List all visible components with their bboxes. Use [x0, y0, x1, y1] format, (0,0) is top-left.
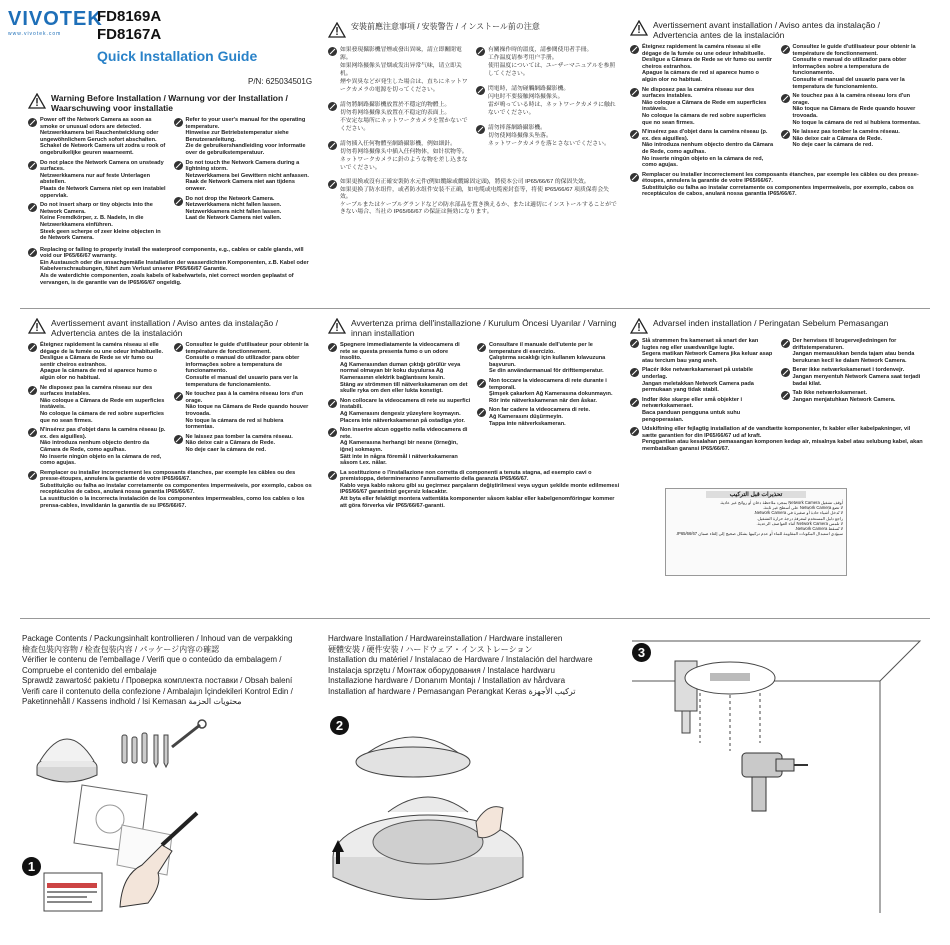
warning-item: N'insérez pas d'objet dans la caméra réseau (p. ex. des aiguilles). Não introduza nenhum objecto dentro da Câmara de Rede, como agulhas. No inserte ningún objeto en la cámara de red, como agujas. [642, 129, 774, 169]
prohibit-icon [28, 428, 37, 437]
prohibit-icon [630, 45, 639, 54]
warning-triangle-icon [328, 22, 346, 38]
drill-illustration [742, 753, 808, 811]
warning-col-left [328, 46, 470, 175]
prohibit-icon [174, 118, 183, 127]
arabic-item: راجع دليل المستخدم لمعرفة درجة حرارة التشغيل. [756, 515, 843, 521]
warning-col-right [781, 338, 926, 426]
warning-item: Do not touch the Network Camera during a lightning storm. Netzwerkkamera bei Gewittern nicht anfassen. Raak de Network Camera niet aan tijdens onweer. [185, 159, 309, 192]
warning-triangle-icon [28, 93, 46, 109]
warning-item: Éteignez rapidement la caméra réseau si elle dégage de la fumée ou une odeur inhabituelle. Desligue a Câmara de Rede se vir fumo ou sentir cheiros estranhos. Apague la cámara de red si aparece humo o algún olor no habitual. [40, 342, 164, 381]
warning-item: Do not drop the Network Camera. Netzwerkkamera nicht fallen lassen. Netzwerkkamera nicht fallen lassen. Laat de Network Camera niet vallen. [185, 195, 282, 222]
prohibit-icon [630, 398, 639, 407]
prohibit-icon [28, 203, 37, 212]
prohibit-icon [328, 141, 337, 150]
warning-col-left [630, 44, 775, 172]
warranty-note: Remplacer ou installer incorrectement les composants étanches, par exemple les câbles ou des presse-étoupes, annulera la garantie de votre IP65/66/67. Substituição ou falha ao instalar corretamente os componentes impermeáveis, por exemplo, cabos os receptáculos de cabos, anulará nossa garantia IP65/66/67. La sustitución o la incorrecta instalación de los componentes impermeables, como los cables o los prensa-cables, invalidarán la garantía de su IP65/66/67. [40, 469, 312, 509]
prohibit-icon [781, 339, 790, 348]
prohibit-icon [477, 343, 486, 352]
arabic-item: لا تلمس Network Camera أثناء العواصف الرعدية. [756, 520, 843, 526]
warning-col-left [28, 342, 168, 470]
brand-logo [8, 8, 103, 37]
label-card-illustration [44, 873, 102, 911]
warning-panel-fr-pt-es [630, 20, 925, 260]
dome-cover-illustration [356, 737, 470, 777]
warning-item: 閃電時，請勿碰觸網路攝影機。 闪电时不要接触网络摄像头。 雷が鳴っている時は、ネットワークカメラに触れないでください。 [488, 86, 616, 116]
prohibit-icon [328, 102, 337, 111]
prohibit-icon [476, 125, 485, 134]
warning-triangle-icon [630, 20, 648, 36]
warning-panel-fr-pt-es-2 [28, 318, 313, 538]
warning-item: Non collocare la videocamera di rete su superfici instabili. Ağ Kamerasını dengesiz yüzeylere koymayın. Placera inte nätverkskameran på ostadiga ytor. [340, 397, 471, 424]
warning-item: 請勿摔落網路攝影機。 切勿使网络摄像头坠落。 ネットワークカメラを落とさないでください。 [488, 125, 610, 147]
section-divider [20, 308, 930, 309]
prohibit-icon [328, 47, 337, 56]
warning-item: 有關操作時的溫度，請參閱使用者手冊。 工作温度请参考用户手册。 使用温度については、ユーザーマニュアルを参照してください。 [488, 47, 616, 77]
hardware-install-title: Hardware Installation / Hardwareinstallation / Hardware installeren 硬體安裝 / 硬件安装 / ハードウェア・インストレーション Installation du matériel / Instalacao de Hardware / Instalación del hardware Instalacja sprzętu / Монтаж оборудования / Instalace hardwaru Installazione hardware / Donanım Montajı / Installation av hårdvara Installation af hardware / Pemasangan Perangkat Keras تركيب الأجهزة [328, 634, 593, 696]
prohibit-icon [28, 161, 37, 170]
warning-item: Ne touchez pas à la caméra réseau lors d'un orage. Não toque na Câmara de Rede quando houver trovoada. No toque la cámara de red si hubiera tormentas. [185, 391, 309, 431]
warning-item: Ne laissez pas tomber la caméra réseau. Não deixe cair a Câmara de Rede. No deje caer la cámara de red. [792, 129, 900, 149]
prohibit-icon [174, 343, 183, 352]
warning-item: N'insérez pas d'objet dans la caméra réseau (p. ex. des aiguilles). Não introduza nenhum objecto dentro da Câmara de Rede, como agulhas. No inserte ningún objeto en la cámara de red, como agujas. [40, 427, 166, 467]
screws-illustration [122, 733, 168, 767]
prohibit-icon [328, 399, 337, 408]
anchor-dashes [700, 693, 760, 751]
arabic-item: لا تُسقط Network Camera. [794, 526, 843, 532]
warning-title: Avvertenza prima dell'installazione / Kurulum Öncesi Uyarılar / Varning innan installation [351, 318, 617, 338]
warning-item: Indfør ikke skarpe eller små objekter i netværkskameraet. Baca panduan pengguna untuk suhu pengoperasian. [642, 396, 743, 423]
prohibit-icon [328, 180, 337, 189]
warning-col-right [174, 117, 314, 245]
warning-col-right [781, 44, 926, 172]
step-number-3: 3 [632, 643, 651, 662]
dome-camera-illustration [37, 739, 97, 782]
prohibit-icon [28, 343, 37, 352]
warning-item: Spegnere immediatamente la videocamera di rete se questa presenta fumo o un odore insolito. Ağ Kamerasından duman çıktığı görülür veya normal olmayan bir koku duyulursa Ağ Kamerasının elektrik bağlantısını kesin. Stäng av strömmen till nätverkskameran om det skulle ryka om den eller lukta konstigt. [340, 342, 468, 395]
warning-col-left [630, 338, 775, 426]
warning-item: Éteignez rapidement la caméra réseau si elle dégage de la fumée ou une odeur inhabituelle. Desligue a Câmara de Rede se vir fumo ou sentir cheiros estranhos. Apague la cámara de red si aparece humo o algún olor no habitual. [642, 44, 772, 83]
step-number-2: 2 [330, 716, 349, 735]
prohibit-icon [174, 435, 183, 444]
warning-item: Power off the Network Camera as soon as smoke or unusual odors are detected. Netzwerkkamera bei Rauchentwicklung oder ungewöhnlichem Geruch sofort abschalten. Schakel de Network Camera uit zodra u rook of ongebruikelijke geuren waarneemt. [40, 117, 166, 156]
hardware-install-drawing [328, 712, 628, 922]
prohibit-icon [174, 392, 183, 401]
warning-item: Non inserire alcun oggetto nella videocamera di rete. Ağ Kamerasına herhangi bir nesne (örneğin, iğne) sokmayın. Sätt inte in några föremål i nätverkskameran såsom t.ex. nålar. [340, 427, 468, 467]
warning-panel-cjk [328, 22, 618, 302]
arabic-item: لا تضع Network Camera على أسطح غير ثابتة. [762, 505, 843, 511]
prohibit-icon [28, 248, 37, 257]
arabic-item: سيؤدي استبدال المكونات المقاومة للماء أو عدم تركيبها بشكل صحيح إلى إلغاء ضمان IP65/66/67. [675, 531, 843, 537]
alignment-sticker-illustration [685, 662, 775, 694]
prohibit-icon [174, 197, 183, 206]
prohibit-icon [630, 88, 639, 97]
prohibit-icon [476, 86, 485, 95]
warning-item: 如果發現攝影機冒煙或發出異味，請立即關閉電源。 如果网络摄像头冒烟或发出异常气味，请立即关机。 煙や異臭などが発生した場合は、直ちにネットワークカメラの電源を切ってください。 [340, 47, 468, 93]
model-1: FD8169A [97, 8, 162, 25]
prohibit-icon [630, 339, 639, 348]
warranty-note: Remplacer ou installer incorrectement les composants étanches, par exemple les câbles ou des presse-étoupes, annulera la garantie de votre IP65/66/67. Substituição ou falha ao instalar corretamente os componentes impermeáveis, por exemplo, cabos os receptáculos de cabos, anulará nossa garantia IP65/66/67. [642, 171, 919, 198]
warning-triangle-icon [328, 318, 346, 334]
warning-item: Tab ikke netværkskameraet. Jangan menjatuhkan Network Camera. [792, 390, 896, 403]
step-number-1: 1 [22, 857, 41, 876]
model-2: FD8167A [97, 26, 162, 43]
warranty-note: 如果更換或沒有正確安裝防水元件(例如纜線或纜線固定頭)，將使本公司 IP65/66/67 的保固失效。 如果更换了防水组件，或者防水组件安装不正确，如电缆或电缆密封套等，将使 IP65/66/67 项质保将会失效。 ケーブルまたはケーブルグランドなどの防水部品を置き換えるか、または適切にインストールすることができない場合、当社の IP65/66/67 の保証は無効になります。 [340, 179, 617, 216]
prohibit-icon [28, 118, 37, 127]
arabic-warning-title: تحذيرات قبل التركيب [706, 491, 806, 498]
prohibit-icon [630, 173, 639, 182]
prohibit-icon [174, 161, 183, 170]
warranty-note: La sostituzione o l'installazione non corretta di componenti a tenuta stagna, ad esempio cavi o premistoppa, determineranno l'annullamento della garanzia IP65/66/67. Kablo veya kablo rakoru gibi su geçirmez parçaların değiştirilmesi veya uygun şekilde monte edilmemesi IP65/66/67 garantinizi geçersiz kılacaktır. Att byta eller felaktigt montera vattentäta komponenter såsom kablar eller kabelgenomföringar kommer att göra förverka vår IP65/66/67-garanti. [340, 469, 620, 509]
package-contents-drawing [22, 715, 322, 915]
warning-item: Do not insert sharp or tiny objects into the Network Camera. Keine Fremdkörper, z. B. Nadeln, in die Netzwerkkamera einführen. Steek geen scherpe of zeer kleine objecten in de Network Camera. [40, 202, 161, 242]
warning-col-left [28, 117, 168, 245]
wrench-illustration [172, 720, 206, 747]
warning-panel-da-id [630, 318, 925, 488]
section-divider [20, 618, 930, 619]
prohibit-icon [630, 130, 639, 139]
prohibit-icon [328, 471, 337, 480]
prohibit-icon [328, 428, 337, 437]
warning-item: Consultez le guide d'utilisateur pour obtenir la température de fonctionnement. Consulte o manual do utilizador para obter informações sobre a temperatura de funcionamento. Consulte el manual del usuario para ver la temperatura de funcionamiento. [792, 44, 916, 90]
prohibit-icon [630, 427, 639, 436]
warning-item: Ne laissez pas tomber la caméra réseau. Não deixe cair a Câmara de Rede. No deje caer la cámara de red. [185, 433, 293, 453]
warning-col-left [328, 342, 471, 470]
warning-panel-en-de-nl [28, 93, 313, 298]
prohibit-icon [476, 47, 485, 56]
prohibit-icon [781, 130, 790, 139]
model-block [97, 8, 257, 64]
prohibit-icon [28, 386, 37, 395]
warning-title: Advarsel inden installation / Peringatan Sebelum Pemasangan [653, 318, 889, 328]
warning-col-right [477, 342, 620, 470]
warning-panel-it-tr-sv [328, 318, 620, 528]
warning-triangle-icon [630, 318, 648, 334]
brand-url: www.vivotek.com [8, 31, 62, 37]
warning-item: 請勿插入任何物體至網路攝影機，例如細針。 切勿将网络摄像头中插入任何物体，如针状物等。 ネットワークカメラに針のような物を差し込まないでください。 [340, 141, 468, 171]
prohibit-icon [781, 45, 790, 54]
prohibit-icon [477, 379, 486, 388]
warning-title: Avertissement avant installation / Aviso antes da instalação / Advertencia antes de la instalación [51, 318, 278, 338]
warranty-note: Replacing or failing to properly install the waterproof components, e.g., cables or cable glands, will void our IP65/66/67 warranty. Ein Austausch oder die unsachgemäße Installation der wasserdichten Komponenten, z.B. Kabel oder Kabelverschraubungen, führt zum Verlust unserer IP65/66/67 Garantie. Als de waterdichte componenten, zoals kabels of kabelwartels, niet correct worden geplaatst of vervangen, is de garantie van de IP65/66/67 ongeldig. [40, 246, 309, 286]
warning-item: Non toccare la videocamera di rete durante i temporali. Şimşek çakarken Ağ Kamerasına dokunmayın. Rör inte nätverkskameran när den åskar. [489, 377, 613, 404]
warning-col-right [476, 46, 618, 175]
prohibit-icon [28, 471, 37, 480]
warning-item: Ne disposez pas la caméra réseau sur des surfaces instables. Não coloque a Câmara de Rede em superficies instáveis. No coloque la cámara de red sobre superficies que no sean firmes. [40, 384, 165, 424]
warning-item: Ne disposez pas la caméra réseau sur des surfaces instables. Não coloque a Câmara de Rede em superficies instáveis. No coloque la cámara de red sobre superficies que no sean firmes. [642, 86, 767, 126]
warning-item: Placér ikke netværkskameraet på ustabile underlag. Jangan meletakkan Network Camera pada permukaan yang tidak stabil. [642, 367, 754, 394]
prohibit-icon [781, 391, 790, 400]
warning-item: Non far cadere la videocamera di rete. Ağ Kamerasını düşürmeyin. Tappa inte nätverkskameran. [489, 407, 591, 427]
part-number: P/N: 625034501G [248, 77, 313, 86]
warranty-note: Udskiftning eller fejlagtig installation af de vandtætte komponenter, fx kabler eller kabelpakninger, vil sætte garantien for din IP65/66/67 ud af kraft. Penggantian atau kesalahan pemasangan komponen kedap air, misalnya kabel atau selubung kabel, akan membatalkan garansi IP65/66/67. [642, 426, 923, 452]
arabic-warning-box [665, 488, 847, 576]
warning-title: Avertissement avant installation / Aviso antes da instalação / Advertencia antes de la instalación [653, 20, 880, 40]
arabic-item: لا تُدخل أشياء حادة أو صغيرة في Network Camera. [753, 510, 843, 516]
prohibit-icon [781, 94, 790, 103]
prohibit-icon [477, 408, 486, 417]
warning-col-right [174, 342, 314, 470]
warning-item: Berør ikke netværkskameraet i tordenvejr. Jangan menyentuh Network Camera saat terjadi badai kilat. [792, 367, 921, 387]
warning-item: 請勿將網路攝影機放置於不穩定的物體上。 切勿将网络摄像头放置在不稳定的表面上。 不安定な場所にネットワークカメラを置かないでください。 [340, 102, 468, 132]
prohibit-icon [781, 368, 790, 377]
package-contents-title: Package Contents / Packungsinhalt kontrollieren / Inhoud van de verpakking 檢查包裝內容物 / 检查包装内容 / パッケージ内容の確認 Vérifier le contenu de l'emballage / Verifi que o conteúdo da embalagem / Compruebe el contenido del embalaje Sprawdź zawartość pakietu / Проверка комплекта поставки / Obsah balení Verifi care il contenuto della confezione / Ambalajın İçindekileri Kontrol Edin / Paketinnehåll / Kassens indhold / Isi Kemasan محتويات الحزمة [22, 634, 293, 706]
brand-name: VIVOTEK [8, 8, 103, 30]
warning-item: Slå strømmen fra kameraet så snart der kan lugtes røg eller usædvanlige lugte. Segera matikan Network Camera jika keluar asap atau tercium bau yang aneh. [642, 338, 773, 364]
ceiling-mount-drawing [630, 633, 930, 918]
warning-title: Warning Before Installation / Warnung vor der Installation / Waarschuwing voor installatie [51, 93, 288, 113]
warning-title: 安裝前應注意事項 / 安装警告 / インストール前の注意 [351, 22, 540, 31]
guide-title: Quick Installation Guide [97, 48, 258, 64]
warning-item: Refer to your user's manual for the operating temperature. Hinweise zur Betriebstemperatur siehe Benutzeranleitung. Zie de gebruikershandleiding voor informatie over de gebruikstemperatuur. [185, 117, 306, 156]
arabic-item: أوقف تشغيل Network Camera بمجرد ملاحظة دخان أو روائح غير عادية. [719, 500, 843, 505]
prohibit-icon [328, 343, 337, 352]
warning-triangle-icon [28, 318, 46, 334]
warning-item: Consultez le guide d'utilisateur pour obtenir la température de fonctionnement. Consulte o manual do utilizador para obter informações sobre a temperatura de funcionamento. Consulte el manual del usuario para ver la temperatura de funcionamiento. [185, 342, 309, 388]
warning-item: Consultare il manuale dell'utente per le temperature di esercizio. Çalıştırma sıcaklığı için kullanım kılavuzuna başvurun. Se din användarmanual för drifttemperatur. [489, 342, 606, 375]
warning-item: Ne touchez pas à la caméra réseau lors d'un orage. Não toque na Câmara de Rede quando houver trovoada. No toque la cámara de red si hubiera tormentas. [792, 93, 921, 126]
warning-item: Do not place the Network Camera on unsteady surfaces. Netzwerkkamera nur auf feste Unterlagen abstellen. Plaats de Network Camera niet op een instabiel oppervlak. [40, 159, 166, 199]
prohibit-icon [630, 368, 639, 377]
warning-item: Der henvises til brugervejledningen for driftstemperaturen. Jangan memasukkan benda tajam atau benda berukuran kecil ke dalam Network Camera. [792, 338, 915, 364]
